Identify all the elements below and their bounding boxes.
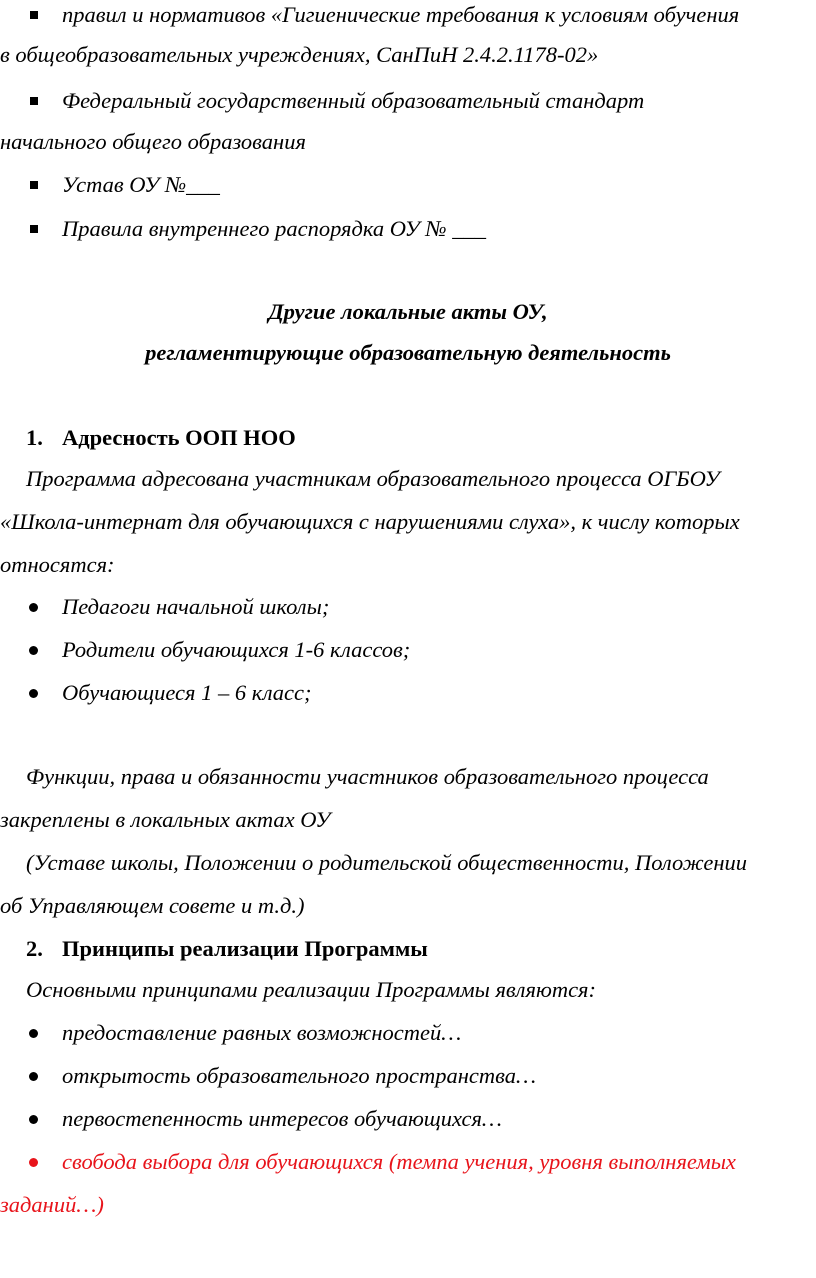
round-bullet-icon [29,689,38,698]
principle-item-4-line-2: заданий…) [0,1192,104,1217]
section-1-number: 1. [26,425,43,450]
square-bullet-icon [30,97,38,105]
audience-item-1: Педагоги начальной школы; [62,594,330,619]
parenthetical-line-2: об Управляющем совете и т.д.) [0,893,305,918]
principle-item-2: открытость образовательного пространства… [62,1063,537,1088]
parenthetical-line-1: (Уставе школы, Положении о родительской общественности, Положении [26,850,747,875]
round-bullet-icon [29,1029,38,1038]
intro-item-4: Правила внутреннего распорядка ОУ № ___ [62,216,487,241]
heading-line-1: Другие локальные акты ОУ, [268,299,548,324]
section-2-number: 2. [26,936,43,961]
section-1-paragraph-line-3: относятся: [0,552,115,577]
round-bullet-icon [29,1115,38,1124]
principle-item-4-line-1: свобода выбора для обучающихся (темпа учения, уровня выполняемых [62,1149,736,1174]
section-1-paragraph-line-2: «Школа-интернат для обучающихся с нарушениями слуха», к числу которых [0,509,740,534]
functions-line-1: Функции, права и обязанности участников образовательного процесса [26,764,709,789]
section-2-title: Принципы реализации Программы [62,936,428,961]
round-bullet-icon [29,1158,38,1167]
intro-item-1-line-1: правил и нормативов «Гигиенические требования к условиям обучения [62,2,740,27]
intro-item-1-line-2: в общеобразовательных учреждениях, СанПиН 2.4.2.1178-02» [0,42,599,67]
intro-item-3: Устав ОУ №___ [62,172,220,197]
section-2-intro: Основными принципами реализации Программы являются: [26,977,597,1002]
square-bullet-icon [30,225,38,233]
section-1-title: Адресность ООП НОО [62,425,296,450]
round-bullet-icon [29,1072,38,1081]
round-bullet-icon [29,646,38,655]
audience-item-3: Обучающиеся 1 – 6 класс; [62,680,312,705]
round-bullet-icon [29,603,38,612]
square-bullet-icon [30,181,38,189]
heading-line-2: регламентирующие образовательную деятельность [145,340,671,365]
principle-item-1: предоставление равных возможностей… [62,1020,462,1045]
intro-item-2-line-2: начального общего образования [0,129,306,154]
audience-item-2: Родители обучающихся 1-6 классов; [62,637,411,662]
intro-item-2-line-1: Федеральный государственный образовательный стандарт [62,88,645,113]
functions-line-2: закреплены в локальных актах ОУ [0,807,331,832]
principle-item-3: первостепенность интересов обучающихся… [62,1106,502,1131]
section-1-paragraph-line-1: Программа адресована участникам образовательного процесса ОГБОУ [26,466,720,491]
square-bullet-icon [30,11,38,19]
